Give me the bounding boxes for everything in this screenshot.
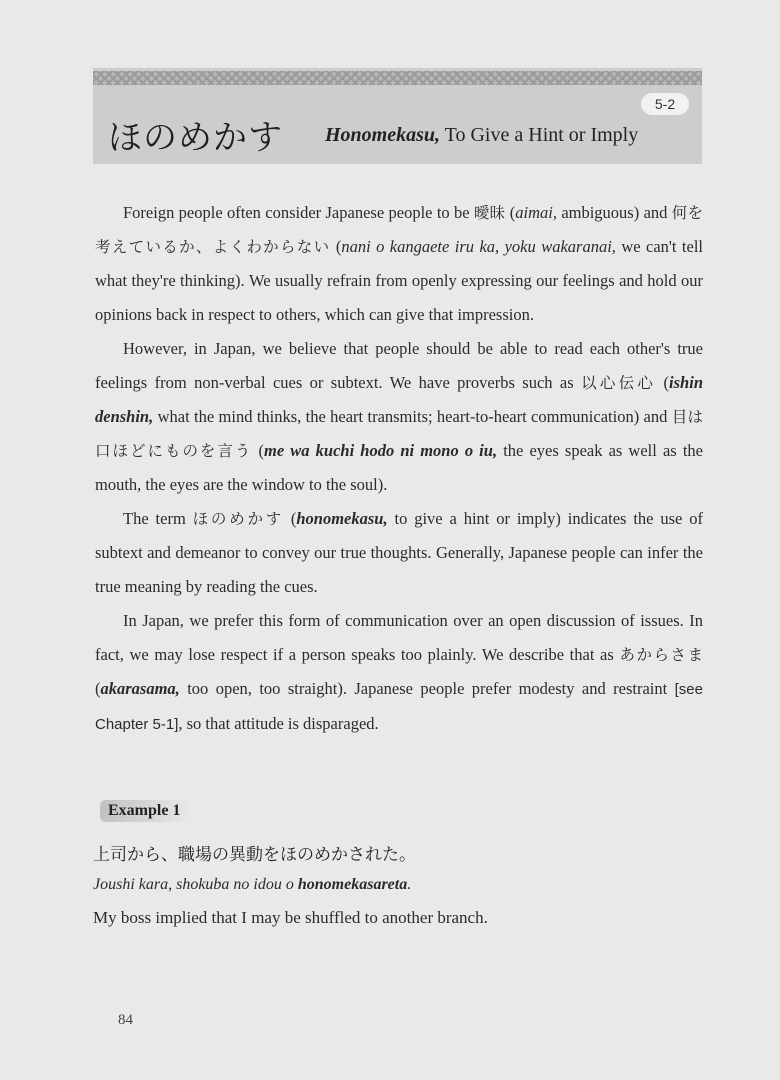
paragraph-4 [95,604,703,742]
text: ambiguous) and [556,203,672,222]
text: . [407,876,412,893]
paragraph-3 [95,502,703,604]
japanese-term: 曖昧 [473,204,506,222]
paragraph-2 [95,332,703,502]
romaji-term: nani o kangaete iru ka, yoku wakaranai, [341,237,616,256]
text: ( [95,679,101,698]
section-title-japanese: ほのめかす [108,118,283,158]
text: Foreign people often consider Japanese people to be [123,203,474,222]
romaji-term: aimai, [515,203,557,222]
section-title-translation: To Give a Hint or Imply [440,124,639,146]
text: The term [123,509,193,528]
romaji-term: me wa kuchi hodo ni mono o iu, [264,441,498,460]
japanese-term: ほのめかす [192,510,284,528]
text: , so that attitude is disparaged. [178,714,379,733]
text: ( [656,373,670,392]
section-title-english [325,124,638,147]
example-japanese: 上司から、職場の異動をほのめかされた。 [93,845,416,865]
decorative-pattern-strip [93,71,702,85]
romaji-term: akarasama, [100,679,180,698]
page-number: 84 [118,1012,133,1028]
text: Joushi kara, shokuba no idou o [93,876,298,893]
romaji-term: honomekasareta [297,876,408,893]
text: However, in Japan, we believe that people should be able to read each other's true feelings from non-verbal cues or subtext. We have proverbs such as [95,339,703,392]
text: to give a hint or imply) indicates the use of subtext and demeanor to convey our true thoughts. Generally, Japanese people can infer the true meaning by reading the cues. [95,509,703,596]
japanese-term: あからさま [619,646,703,664]
body-text [95,196,703,742]
example-label: Example 1 [100,800,190,822]
text: we can't tell what they're thinking). We usually refrain from openly expressing our feelings and hold our opinions back in respect to others, which can give that impression. [95,237,703,324]
romaji-term: honomekasu, [296,509,388,528]
text: too open, too straight). Japanese people prefer modesty and restraint [179,679,675,698]
text: what the mind thinks, the heart transmits; heart-to-heart communication) and [153,407,672,426]
paragraph-1 [95,196,703,332]
text: ( [505,203,516,222]
japanese-term: 以心伝心 [581,374,657,392]
text: ( [330,237,342,256]
text: ( [283,509,297,528]
text: ( [252,441,265,460]
japanese-term: 何を考えているか、よくわからない [95,204,703,256]
example-translation: My boss implied that I may be shuffled to another branch. [93,908,488,927]
text: In Japan, we prefer this form of communication over an open discussion of issues. In fact, we may lose respect if a person speaks too plainly. We describe that as [95,611,703,664]
section-number-badge: 5-2 [641,93,689,115]
japanese-term: 目は口ほどにものを言う [95,408,703,460]
chapter-reference: [see Chapter 5-1] [95,681,703,733]
section-title-romaji: Honomekasu, [325,124,441,146]
romaji-term: ishin denshin, [95,373,703,426]
text: the eyes speak as well as the mouth, the eyes are the window to the soul). [95,441,703,494]
example-romaji [93,876,411,894]
